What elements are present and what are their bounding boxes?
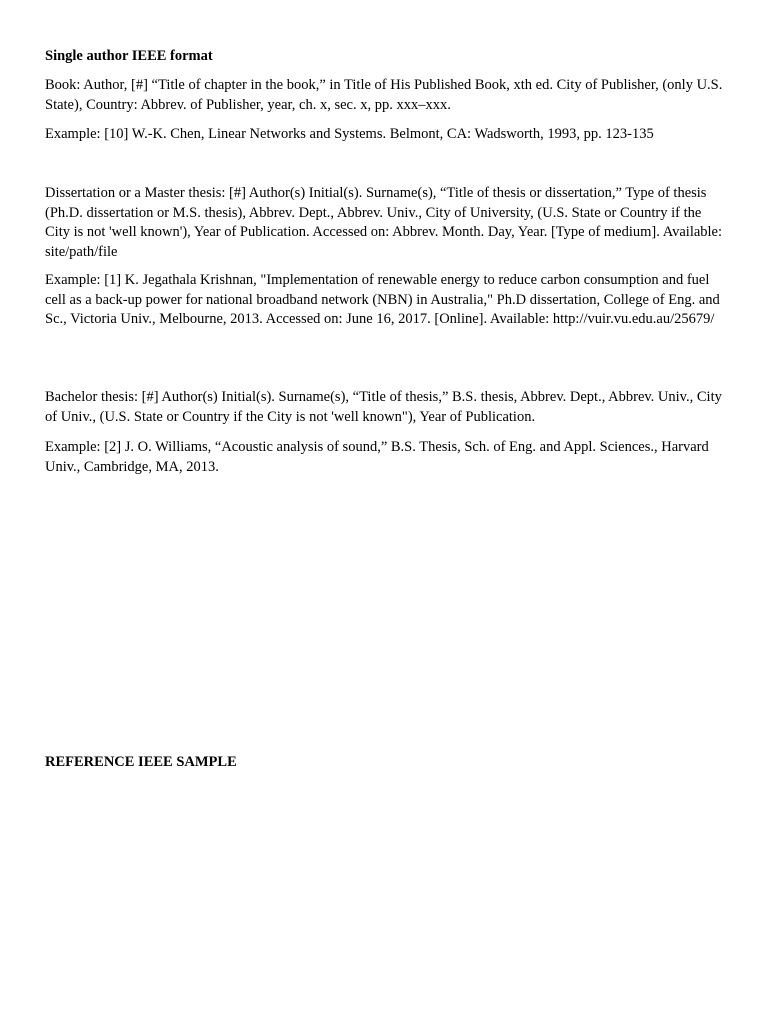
book-example-paragraph: Example: [10] W.-K. Chen, Linear Networks and Systems. Belmont, CA: Wadsworth, 1993, pp. 123-135 <box>45 126 654 142</box>
bachelor-format-paragraph: Bachelor thesis: [#] Author(s) Initial(s). Surname(s), “Title of thesis,” B.S. thesis, Abbrev. Dept., Abbrev. Univ., City of Univ., (U.S. State or Country if the City is not 'well known"), Year of Publication. <box>45 389 722 425</box>
bachelor-example-paragraph: Example: [2] J. O. Williams, “Acoustic analysis of sound,” B.S. Thesis, Sch. of Eng. and Appl. Sciences., Harvard Univ., Cambridge, MA, 2013. <box>45 439 709 475</box>
reference-sample-title: REFERENCE IEEE SAMPLE <box>45 754 237 770</box>
section-title: Single author IEEE format <box>45 48 213 64</box>
book-format-paragraph: Book: Author, [#] “Title of chapter in the book,” in Title of His Published Book, xth ed. City of Publisher, (only U.S. State), Country: Abbrev. of Publisher, year, ch. x, sec. x, pp. xxx–xxx. <box>45 77 723 113</box>
dissertation-format-paragraph: Dissertation or a Master thesis: [#] Author(s) Initial(s). Surname(s), “Title of thesis or dissertation,” Type of thesis (Ph.D. dissertation or M.S. thesis), Abbrev. Dept., Abbrev. Univ., City of University, (U.S. State or Country if the City is not 'well known'), Year of Publication. Accessed on: Abbrev. Month. Day, Year. [Type of medium]. Available: site/path/file <box>45 185 723 260</box>
dissertation-example-paragraph: Example: [1] K. Jegathala Krishnan, "Implementation of renewable energy to reduce carbon consumption and fuel cell as a back-up power for national broadband network (NBN) in Australia," Ph.D dissertation, College of Eng. and Sc., Victoria Univ., Melbourne, 2013. Accessed on: June 16, 2017. [Online]. Available: http://vuir.vu.edu.au/25679/ <box>45 272 720 327</box>
